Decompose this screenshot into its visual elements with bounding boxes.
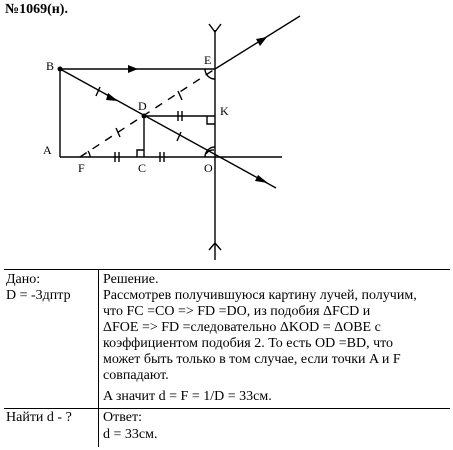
- solution-line: ΔFOE => FD =следовательно ΔKOD = ΔOBE с: [103, 320, 381, 335]
- answer-heading: Ответ:: [103, 410, 142, 425]
- solution-line: совпадают.: [103, 368, 169, 383]
- label-D: D: [138, 99, 147, 113]
- solution-line: что FC =CO => FD =DO, из подобия ΔFCD и: [103, 304, 371, 319]
- given-value: D = -3дптр: [6, 288, 71, 303]
- solution-line: Рассмотрев получившуюся картину лучей, получим,: [103, 288, 417, 303]
- solution-heading: Решение.: [103, 272, 159, 287]
- table-vertical-border: [98, 269, 99, 447]
- label-O: O: [204, 161, 213, 175]
- answer-value: d = 33см.: [103, 427, 158, 442]
- find-label: Найти d - ?: [6, 410, 72, 425]
- solution-line: коэффициентом подобия 2. То есть OD =BD, что: [103, 336, 394, 351]
- label-A: A: [43, 143, 52, 157]
- given-heading: Дано:: [6, 272, 41, 287]
- label-F: F: [78, 161, 85, 175]
- label-K: K: [220, 104, 229, 118]
- problem-title: №1069(н).: [5, 2, 68, 17]
- table-top-border: [4, 269, 450, 270]
- solution-line: A значит d = F = 1/D = 33см.: [103, 389, 272, 404]
- label-E: E: [204, 53, 212, 67]
- solution-line: может быть только в том случае, если точки A и F: [103, 352, 401, 367]
- table-middle-border: [4, 408, 450, 409]
- label-C: C: [138, 161, 147, 175]
- label-B: B: [46, 59, 55, 73]
